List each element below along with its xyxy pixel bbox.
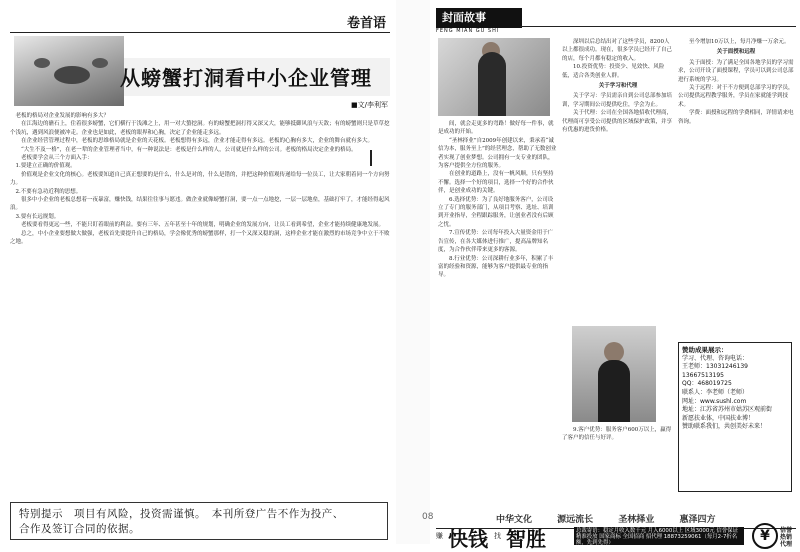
- paragraph: 关于代理：公司在全国各地招收代理商，代理商可享受公司提供的区域保护政策，并享有优惠的进货价格。: [562, 110, 673, 134]
- paragraph: 在江海边的礁石上，住着很多螃蟹，它们横行于浅滩之上，用一对大螯挖洞。有的螃蟹把洞打得又深又大，能够抵御风浪与天敌；有的螃蟹则只是草草挖个浅坑，遇到风浪便被冲走。企业也是如此，老板的眼界和心胸，决定了企业能走多远。: [10, 121, 390, 136]
- person-body: [478, 52, 506, 116]
- paragraph: 在企业经营管理过程中，老板的思维格局就是企业的天花板。老板想得有多远，企业才能走得有多远。老板的心胸有多大，企业的舞台就有多大。: [21, 138, 374, 145]
- slogan: 惠泽四方: [679, 515, 716, 525]
- contact-line: QQ：468019725: [682, 380, 732, 388]
- page-gutter: [396, 0, 430, 544]
- ad-headline: 快钱: [448, 527, 488, 551]
- subheading: 关于学习和代理: [598, 83, 638, 90]
- paragraph: 在创业的道路上，没有一帆风顺，只有坚持不懈。选择一个好的项目，选择一个好的合作伙伴，是创业成功的关键。: [438, 171, 554, 195]
- article-body: [10, 112, 390, 500]
- ad-headline: 智胜: [506, 527, 546, 551]
- crab-body: [54, 66, 90, 84]
- paragraph: 7.宣传优势：公司每年投入大量资金用于广告宣传，在各大媒体进行推广，提高品牌知名度，为合作伙伴带来更多的客源。: [438, 230, 554, 254]
- paragraph: 很多中小企业的老板总想着一夜暴富，赚快钱，结果往往事与愿违。做企业就像螃蟹打洞，要一点一点地挖，一层一层地垒，基础打牢了，才能经得起风浪。: [10, 197, 390, 212]
- section-subtitle: FENG MIAN GU SHI: [436, 28, 500, 34]
- article-column: [562, 38, 674, 322]
- article-column: [678, 38, 794, 338]
- paragraph: 老板要学会从三个方面入手：: [21, 155, 93, 162]
- paragraph: 学费：面授和远程的学费相同，详情请来电咨询。: [678, 110, 794, 125]
- paragraph: 深圳以后总结出对了这些学员，8200人以上都很成功。现在，很多学员已经开了自己的店，每个月都有稳定的收入。: [562, 39, 673, 62]
- paragraph: 老板的格局对企业发展的影响有多大？: [15, 113, 110, 119]
- person-head: [604, 342, 624, 362]
- contact-box: [678, 342, 792, 492]
- paragraph: “圣林择业”自2009年创建以来，秉承着“诚信为本，服务至上”的经营理念，帮助了无数创业者实现了创业梦想。公司拥有一支专业的团队，为客户提供全方位的服务。: [438, 137, 557, 170]
- paragraph: 间，就会走更多的弯路！做好每一件事，就是成功的开始。: [438, 121, 554, 136]
- byline: ■文/李利军: [351, 101, 388, 109]
- subheading: 3.要有长远规划。: [15, 213, 60, 220]
- contact-line: 联系人：李老师（老师）: [682, 388, 749, 396]
- contact-line: 地址：江苏省苏州市姑苏区观前街: [682, 406, 773, 414]
- slogan: 圣林择业: [618, 515, 655, 525]
- portrait-photo: [572, 326, 656, 422]
- left-page-header: [10, 8, 390, 33]
- paragraph: 6.选择优势：为了良好地服务客户，公司设立了专门的服务部门，从项目考察、选址、培训到开业指导，全程跟踪服务，让创业者没有后顾之忧。: [438, 196, 554, 228]
- crab-claw: [34, 58, 50, 68]
- slogan: 源远流长: [557, 515, 594, 525]
- subheading: 2.不要有急功近利的思想。: [15, 188, 82, 195]
- article-column: [438, 120, 558, 490]
- notice-box: [10, 502, 388, 540]
- paragraph: 价值观是企业文化的核心。老板要知道自己真正想要的是什么，什么是对的，什么是错的，并把这种价值观传递给每一位员工，让大家朝着同一个方向努力。: [10, 171, 390, 187]
- contact-line: 学习、代理、咨询电话：: [682, 354, 749, 362]
- header-rule: [520, 26, 796, 27]
- contact-title: 赞助成果展示：: [682, 346, 728, 354]
- subheading: 1.要建立正确的价值观。: [15, 163, 76, 170]
- ad-word: 找: [494, 532, 501, 540]
- article-column: [562, 426, 674, 490]
- paragraph: 至今增加10万以上，每月净赚一万余元。: [689, 39, 790, 45]
- portrait-photo: [438, 38, 550, 116]
- slogan: 中华文化: [496, 515, 533, 525]
- paragraph: 关于远程：对于不方便到总部学习的学员，公司提供远程教学服务，学员在家就能学到技术。: [678, 85, 794, 108]
- notice-line: 特别提示 项目有风险，投资需谨慎。 本刊所登广告不作为投产、: [19, 508, 344, 520]
- contact-line: 网址：www.sushl.com: [682, 397, 747, 405]
- contact-line: 新愿扶业体，中国扶业博！: [682, 414, 755, 422]
- paragraph: 关于学习：学员需亲自到公司总部参加培训，学习期间公司提供吃住，学会为止。: [562, 93, 673, 108]
- section-label: 卷首语: [346, 16, 386, 31]
- gutter-mark: [370, 150, 372, 166]
- paragraph: 8.行业优势：公司深耕行业多年，积累了丰富的经验和资源，能够为客户提供最专业的指导。: [438, 255, 554, 279]
- contact-line: 13667513195: [682, 371, 724, 379]
- ad-details: 总裁寄语：稳定月收入数千元 月入6000以上 区域3000元 信誉保证 精准投放 国家商标 全国招商 招代理 18873259061（每月2-7折名额，先到先得）: [574, 527, 744, 545]
- right-page: [430, 0, 800, 551]
- ad-tagline: 信誉 热销 代理: [780, 527, 793, 548]
- contact-line: 王老师：13031246139: [682, 363, 748, 371]
- page-number: 08: [422, 512, 434, 522]
- article-title: 从螃蟹打洞看中小企业管理: [120, 66, 372, 90]
- contact-line: 赞助联系我们，共创美好未来！: [682, 423, 767, 431]
- crab-illustration: [14, 36, 124, 106]
- advertisement-bar: [436, 527, 796, 551]
- notice-line: 合作及签订合同的依据。: [19, 523, 140, 535]
- crab-claw: [92, 58, 108, 68]
- paragraph: 老板要看得更远一些，不能只盯着眼前的利益。要有三年、五年甚至十年的规划，明确企业的发展方向，让员工看到希望，企业才能持续健康地发展。: [21, 222, 385, 229]
- paragraph: 总之，中小企业要想做大做强，老板首先要提升自己的格局，学会像优秀的螃蟹那样，打一个又深又稳的洞，这样企业才能在激烈的市场竞争中立于不败之地。: [10, 230, 390, 246]
- left-page: [0, 0, 396, 544]
- paragraph: 9.客户优势：服务客户600万以上，赢得了客户的信任与好评。: [562, 427, 672, 442]
- paragraph: “大生不及一格”，在老一辈的企业管理者当中，有一种说法是：老板是什么样的人，公司就是什么样的公司。老板的格局决定企业的格局。: [21, 146, 357, 153]
- yuan-logo-icon: ¥: [752, 523, 778, 549]
- person-body: [598, 360, 630, 422]
- subheading: 关于面授和远程: [716, 49, 756, 56]
- section-label: 封面故事: [436, 8, 522, 28]
- paragraph: 关于面授：为了满足全国各地学员的学习需求，公司开设了面授课程，学员可以到公司总部进行系统的学习。: [678, 59, 794, 83]
- ad-word: 赚: [436, 532, 443, 540]
- paragraph: 10.投资优势：投资少、见效快、风险低，适合各类创业人群。: [562, 64, 665, 79]
